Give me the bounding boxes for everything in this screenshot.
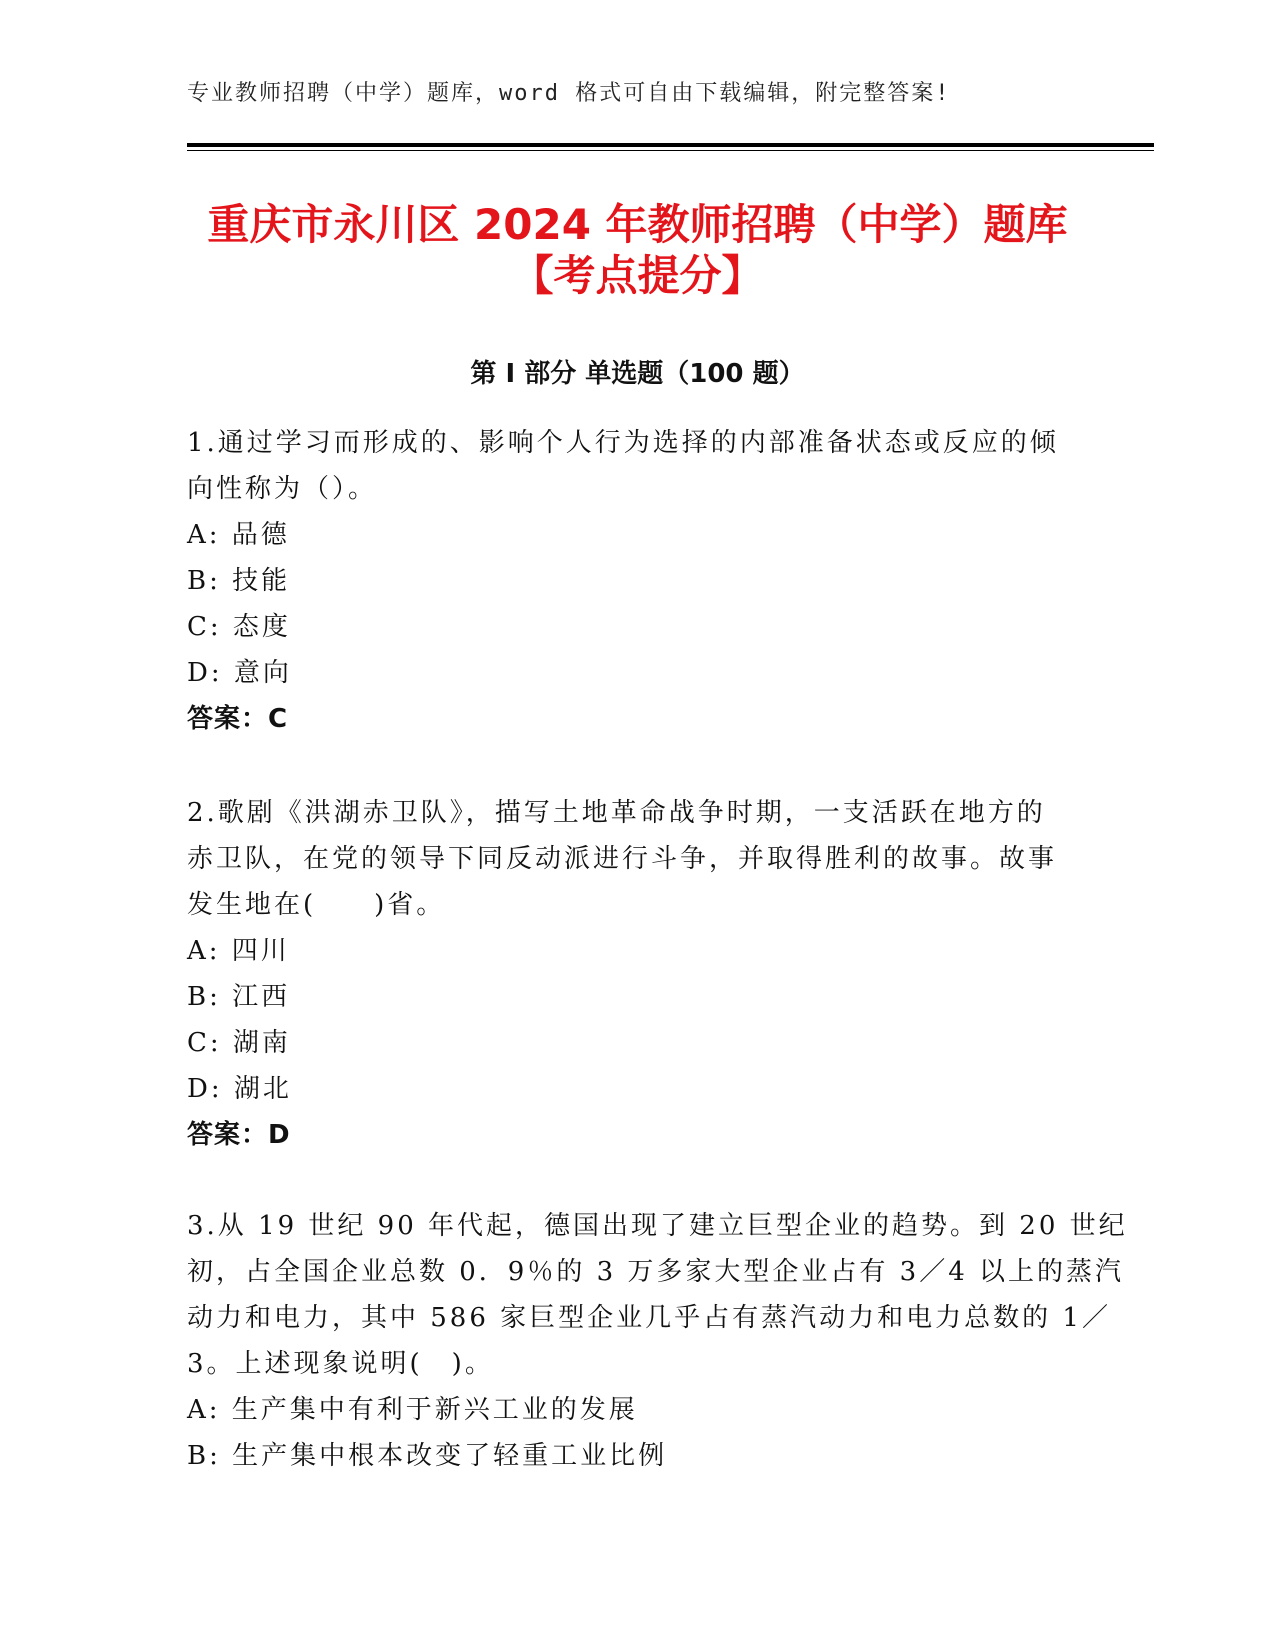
page-header-text: 专业教师招聘（中学）题库，word 格式可自由下载编辑，附完整答案! (187, 81, 951, 106)
question-text-line: 向性称为（）。 (187, 474, 378, 504)
document-title-line2: 【考点提分】 (511, 251, 764, 300)
option-a: A: 品德 (187, 520, 290, 550)
question-text-line: 3。上述现象说明( )。 (187, 1349, 494, 1379)
option-b: B: 生产集中根本改变了轻重工业比例 (187, 1441, 668, 1471)
option-b: B: 技能 (187, 566, 291, 596)
section-heading: 第 I 部分 单选题（100 题） (470, 359, 805, 389)
question-text-line: 3.从 19 世纪 90 年代起，德国出现了建立巨型企业的趋势。到 20 世纪 (187, 1211, 1128, 1241)
question-text-line: 1.通过学习而形成的、影响个人行为选择的内部准备状态或反应的倾 (187, 428, 1059, 458)
question-text-line: 赤卫队，在党的领导下同反动派进行斗争，并取得胜利的故事。故事 (187, 844, 1058, 874)
answer: 答案：D (187, 1120, 291, 1150)
option-d: D: 意向 (187, 658, 292, 688)
option-a: A: 生产集中有利于新兴工业的发展 (187, 1395, 638, 1425)
document-title-line1: 重庆市永川区 2024 年教师招聘（中学）题库 (207, 200, 1068, 249)
option-c: C: 湖南 (187, 1028, 291, 1058)
option-d: D: 湖北 (187, 1074, 292, 1104)
option-a: A: 四川 (187, 936, 290, 966)
question-text-line: 动力和电力，其中 586 家巨型企业几乎占有蒸汽动力和电力总数的 1／ (187, 1303, 1111, 1333)
question-text-line: 发生地在( )省。 (187, 890, 446, 920)
question-text-line: 2.歌剧《洪湖赤卫队》，描写土地革命战争时期，一支活跃在地方的 (187, 798, 1046, 828)
option-c: C: 态度 (187, 612, 291, 642)
question-1 (187, 420, 1087, 742)
question-3 (187, 1203, 1128, 1479)
option-b: B: 江西 (187, 982, 291, 1012)
header-rule-thick (187, 143, 1154, 147)
question-2 (187, 790, 1087, 1158)
answer: 答案：C (187, 704, 289, 734)
header-rule-thin (187, 150, 1154, 151)
question-text-line: 初，占全国企业总数 0．9％的 3 万多家大型企业占有 3／4 以上的蒸汽 (187, 1257, 1125, 1287)
